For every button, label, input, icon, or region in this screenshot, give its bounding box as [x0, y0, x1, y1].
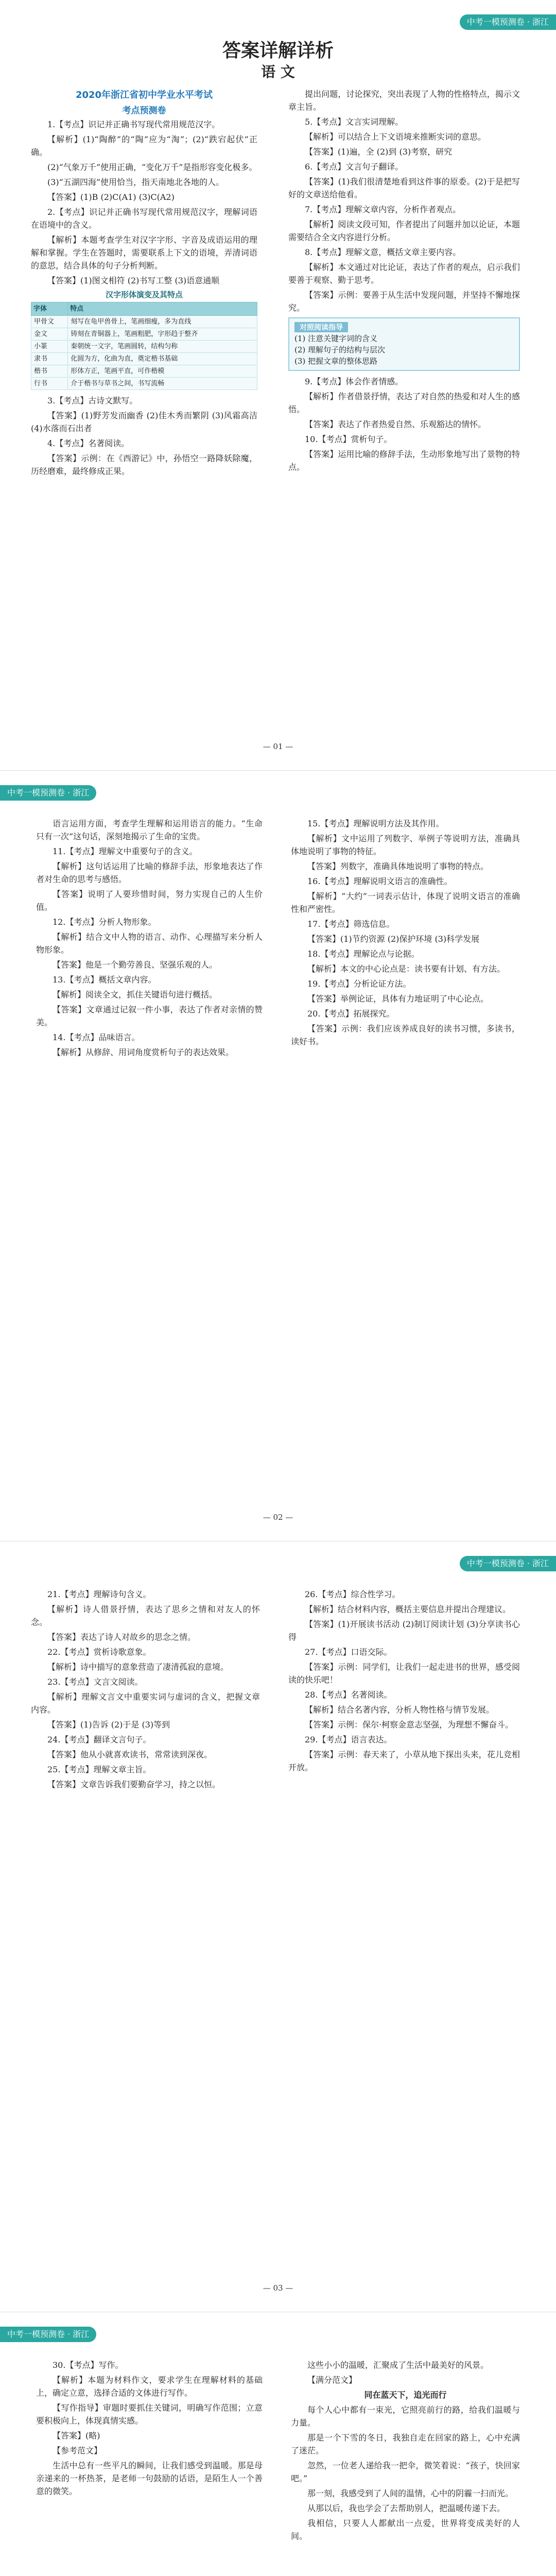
paragraph: 22.【考点】赏析诗歌意象。 — [47, 1647, 151, 1657]
table-cell: 小篆 — [31, 341, 68, 353]
paragraph: 【答案】示例：春天来了，小草从地下探出头来，花儿竞相开放。 — [288, 1750, 520, 1772]
paragraph: 【解析】结合材料内容，概括主要信息并提出合理建议。 — [305, 1604, 511, 1614]
page-number: — 03 — — [263, 2283, 293, 2293]
paragraph: 【解析】本题为材料作文，要求学生在理解材料的基础上，确定立意，选择合适的文体进行写作。 — [36, 2375, 263, 2398]
paragraph: 8.【考点】理解文意，概括文章主要内容。 — [305, 247, 461, 257]
page-3 — [0, 1541, 556, 2312]
table-row — [31, 353, 257, 365]
paragraph: 25.【考点】理解文章主旨。 — [47, 1765, 151, 1774]
paragraph: 26.【考点】综合性学习。 — [305, 1589, 401, 1599]
paragraph: 【解析】作者借景抒情，表达了对自然的热爱和对人生的感悟。 — [288, 392, 520, 414]
page-2 — [0, 771, 556, 1541]
paragraph: 【答案】示例：要善于从生活中发现问题，并坚持不懈地探究。 — [288, 290, 520, 313]
paragraph: 【答案】(1)节约资源 (2)保护环境 (3)科学发展 — [307, 934, 480, 944]
table-cell: 形体方正，笔画平直，可作楷模 — [68, 365, 257, 378]
table-row — [31, 341, 257, 353]
right-column — [288, 1588, 520, 2268]
paragraph: 【答案】(1)开展读书活动 (2)制订阅读计划 (3)分享读书心得 — [288, 1619, 520, 1642]
table-cell: 金文 — [31, 328, 68, 341]
paragraph: 24.【考点】翻译文言句子。 — [47, 1735, 151, 1744]
paragraph: (3)“五湖四海”使用恰当，指天南地北各地的人。 — [47, 177, 224, 187]
paragraph: 16.【考点】理解说明文语言的准确性。 — [307, 876, 453, 886]
table-cell: 秦朝统一文字，笔画圆转，结构匀称 — [68, 341, 257, 353]
tip-item: (3) 把握文章的整体思路 — [294, 357, 378, 366]
exam-subtitle: 考点预测卷 — [122, 106, 166, 116]
paragraph: 【满分范文】 — [307, 2375, 357, 2385]
tip-box — [288, 317, 520, 371]
paragraph: 【答案】(1)野芳发而幽香 (2)佳木秀而繁阴 (3)风霜高洁 (4)水落而石出者 — [31, 411, 257, 433]
paragraph: 【解析】从修辞、用词角度赏析句子的表达效果。 — [53, 1047, 234, 1057]
paragraph: 5.【考点】文言实词理解。 — [305, 117, 404, 127]
table-header: 字体 — [31, 302, 68, 316]
right-column — [291, 2359, 520, 2576]
paragraph: 【解析】理解文言文中重要实词与虚词的含义，把握文章内容。 — [31, 1692, 260, 1715]
table-caption: 汉字形体演变及其特点 — [105, 290, 183, 299]
essay-paragraph: 忽然，一位老人递给我一把伞，微笑着说：“孩子，快回家吧。” — [291, 2461, 520, 2483]
paragraph: 【答案】(1)遍，全 (2)到 (3)考察，研究 — [305, 147, 453, 157]
table-row — [31, 328, 257, 341]
paragraph: 【答案】举例论证，具体有力地证明了中心论点。 — [307, 994, 489, 1004]
paragraph: 【答案】(略) — [53, 2431, 100, 2441]
paragraph: 提出问题，讨论探究，突出表现了人物的性格特点，揭示文章主旨。 — [288, 89, 520, 112]
right-column — [291, 817, 520, 1497]
paragraph: 【答案】示例：我们应该养成良好的读书习惯，多读书，读好书。 — [291, 1024, 520, 1046]
left-column — [36, 817, 263, 1497]
page-number: — 02 — — [263, 1513, 293, 1522]
table-cell: 甲骨文 — [31, 316, 68, 328]
paragraph: 【解析】(1)“陶醉”的“陶”应为“淘”；(2)“跌宕起伏”正确。 — [31, 134, 257, 157]
paragraph: 生活中总有一些平凡的瞬间，让我们感受到温暖。那是母亲递来的一杯热茶，是老师一句鼓励的话语，是陌生人一个善意的微笑。 — [36, 2461, 263, 2496]
page-number: — 01 — — [263, 742, 293, 751]
table-row — [31, 316, 257, 328]
tip-item: (2) 理解句子的结构与层次 — [294, 345, 386, 354]
paragraph: 【解析】“大约”一词表示估计，体现了说明文语言的准确性和严密性。 — [291, 891, 520, 914]
paragraph: 9.【考点】体会作者情感。 — [305, 377, 404, 386]
paragraph: 7.【考点】理解文章内容，分析作者观点。 — [305, 205, 461, 214]
paragraph: 【解析】本文的中心论点是：读书要有计划、有方法。 — [307, 964, 506, 974]
page-4 — [0, 2312, 556, 2576]
paragraph: 【解析】本题考查学生对汉字字形、字音及成语运用的理解和掌握。学生在答题时，需要联系上下文的语境，弄清词语的意思，结合具体的句子分析判断。 — [31, 235, 257, 270]
table-cell: 行书 — [31, 378, 68, 390]
table-cell: 化圆为方，化曲为直，奠定楷书基础 — [68, 353, 257, 365]
table-cell: 楷书 — [31, 365, 68, 378]
paragraph: 【答案】表达了诗人对故乡的思念之情。 — [47, 1632, 196, 1642]
paragraph: 10.【考点】赏析句子。 — [305, 434, 392, 444]
paragraph: 15.【考点】理解说明方法及其作用。 — [307, 819, 444, 828]
paragraph: 【答案】示例：在《西游记》中，孙悟空一路降妖除魔，历经磨难，最终修成正果。 — [31, 453, 257, 476]
paragraph: 6.【考点】文言句子翻译。 — [305, 162, 404, 172]
paragraph: 【解析】阅读文段可知，作者提出了问题并加以论证，本题需要结合全文内容进行分析。 — [288, 219, 520, 242]
paragraph: 30.【考点】写作。 — [53, 2360, 124, 2370]
paragraph: 28.【考点】名著阅读。 — [305, 1690, 392, 1700]
paragraph: 这些小小的温暖，汇聚成了生活中最美好的风景。 — [307, 2360, 489, 2370]
paragraph: 【答案】示例：保尔·柯察金意志坚强，为理想不懈奋斗。 — [305, 1720, 514, 1730]
header-tab: 中考一模预测卷 · 浙江 — [460, 14, 556, 30]
paragraph: 14.【考点】品味语言。 — [53, 1032, 140, 1042]
paragraph: 21.【考点】理解诗句含义。 — [47, 1589, 151, 1599]
paragraph: 【解析】本文通过对比论证，表达了作者的观点，启示我们要善于观察、勤于思考。 — [288, 262, 520, 285]
paragraph: 【答案】说明了人要珍惜时间，努力实现自己的人生价值。 — [36, 889, 263, 912]
paragraph: 【答案】文章通过记叙一件小事，表达了作者对亲情的赞美。 — [36, 1005, 263, 1027]
paragraph: 2.【考点】识记并正确书写现代常用规范汉字，理解词语在语境中的含义。 — [31, 207, 257, 230]
tip-item: (1) 注意关键字词的含义 — [294, 334, 378, 343]
paragraph: 【答案】表达了作者热爱自然、乐观豁达的情怀。 — [305, 419, 486, 429]
paragraph: 【答案】运用比喻的修辞手法，生动形象地写出了景物的特点。 — [288, 449, 520, 472]
paragraph: 【解析】诗人借景抒情，表达了思乡之情和对友人的怀念。 — [31, 1604, 260, 1627]
paragraph: 27.【考点】口语交际。 — [305, 1647, 392, 1657]
paragraph: 1.【考点】识记并正确书写现代常用规范汉字。 — [47, 120, 220, 129]
header-tab: 中考一模预测卷 · 浙江 — [460, 1556, 556, 1571]
paragraph: 20.【考点】拓展探究。 — [307, 1009, 395, 1019]
paragraph: 【答案】(1)我们很清楚地看到这件事的原委。(2)于是把写好的文章送给他看。 — [288, 177, 520, 199]
essay-paragraph: 从那以后，我也学会了去帮助别人，把温暖传递下去。 — [307, 2503, 506, 2513]
paragraph: 12.【考点】分析人物形象。 — [53, 917, 157, 927]
table-cell: 介于楷书与草书之间，书写流畅 — [68, 378, 257, 390]
essay-paragraph: 那是一个下雪的冬日，我独自走在回家的路上，心中充满了迷茫。 — [291, 2433, 520, 2455]
left-column — [31, 1588, 260, 2268]
essay-title: 同在蓝天下，追光而行 — [364, 2390, 447, 2400]
table-cell: 铸刻在青铜器上，笔画粗肥，字形趋于整齐 — [68, 328, 257, 341]
paragraph: 【答案】(1)告诉 (2)于是 (3)等到 — [47, 1720, 170, 1730]
essay-paragraph: 那一刻，我感受到了人间的温情，心中的阴霾一扫而光。 — [307, 2488, 514, 2498]
character-table — [31, 302, 257, 390]
paragraph: 【解析】阅读全文，抓住关键语句进行概括。 — [53, 990, 218, 999]
left-column — [31, 88, 257, 737]
paragraph: 3.【考点】古诗文默写。 — [47, 396, 138, 405]
paragraph: 17.【考点】筛选信息。 — [307, 919, 395, 929]
paragraph: 【答案】(1)B (2)C(A1) (3)C(A2) — [47, 192, 175, 202]
paragraph: 【参考范文】 — [53, 2446, 102, 2455]
paragraph: 29.【考点】语言表达。 — [305, 1735, 392, 1744]
table-header: 特点 — [68, 302, 257, 316]
paragraph: 【解析】结合文中人物的语言、动作、心理描写来分析人物形象。 — [36, 932, 263, 955]
header-tab: 中考一模预测卷 · 浙江 — [0, 2327, 96, 2342]
page-1 — [0, 0, 556, 771]
essay-paragraph: 每个人心中都有一束光，它照亮前行的路，给我们温暖与力量。 — [291, 2405, 520, 2428]
right-column — [288, 88, 520, 737]
table-cell: 刻写在龟甲兽骨上，笔画细瘦，多为直线 — [68, 316, 257, 328]
paragraph: 4.【考点】名著阅读。 — [47, 438, 130, 448]
exam-title: 2020年浙江省初中学业水平考试 — [75, 90, 213, 100]
paragraph: 【写作指导】审题时要抓住关键词，明确写作范围；立意要积极向上，体现真情实感。 — [36, 2403, 263, 2426]
tip-box-title: 对照阅读指导 — [294, 322, 348, 332]
paragraph: 【解析】文中运用了列数字、举例子等说明方法，准确具体地说明了事物的特征。 — [291, 834, 520, 856]
left-column — [36, 2359, 263, 2576]
essay-paragraph: 我相信，只要人人都献出一点爱，世界将变成美好的人间。 — [291, 2518, 520, 2541]
paragraph: 18.【考点】理解论点与论据。 — [307, 949, 420, 959]
paragraph: 语言运用方面，考查学生理解和运用语言的能力。“生命只有一次”这句话，深刻地揭示了生命的宝贵。 — [36, 819, 263, 841]
page-title: 答案详解详析 — [222, 40, 334, 61]
paragraph: (2)“气象万千”使用正确，“变化万千”是指形容变化极多。 — [47, 162, 257, 172]
subject-title: 语 文 — [261, 63, 295, 80]
paragraph: 23.【考点】文言文阅读。 — [47, 1677, 143, 1687]
paragraph: 【答案】文章告诉我们要勤奋学习，持之以恒。 — [47, 1780, 221, 1789]
table-cell: 隶书 — [31, 353, 68, 365]
paragraph: 19.【考点】分析论证方法。 — [307, 979, 411, 989]
paragraph: 【答案】他是一个勤劳善良、坚强乐观的人。 — [53, 960, 218, 970]
paragraph: 【解析】诗中描写的意象营造了凄清孤寂的意境。 — [47, 1662, 229, 1672]
table-row — [31, 378, 257, 390]
paragraph: 【解析】可以结合上下文语境来推断实词的意思。 — [305, 132, 486, 142]
paragraph: 13.【考点】概括文章内容。 — [53, 975, 157, 985]
paragraph: 【答案】(1)图文相符 (2)书写工整 (3)语意通顺 — [47, 276, 220, 285]
paragraph: 【答案】他从小就喜欢读书，常常读到深夜。 — [47, 1750, 213, 1759]
paragraph: 【答案】示例：同学们，让我们一起走进书的世界，感受阅读的快乐吧！ — [288, 1662, 520, 1685]
paragraph: 【答案】列数字，准确具体地说明了事物的特点。 — [307, 861, 489, 871]
table-row — [31, 365, 257, 378]
paragraph: 11.【考点】理解文中重要句子的含义。 — [53, 846, 198, 856]
paragraph: 【解析】这句话运用了比喻的修辞手法，形象地表达了作者对生命的思考与感悟。 — [36, 861, 263, 884]
header-tab: 中考一模预测卷 · 浙江 — [0, 785, 96, 801]
paragraph: 【解析】结合名著内容，分析人物性格与情节发展。 — [305, 1705, 495, 1715]
